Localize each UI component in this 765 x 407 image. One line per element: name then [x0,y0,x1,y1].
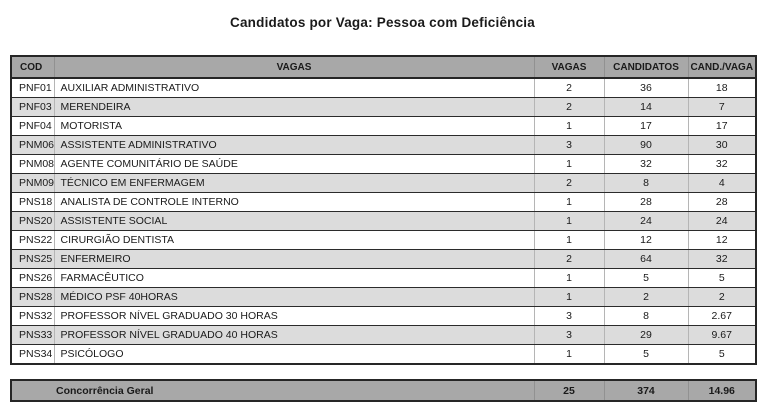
table-row [11,78,756,98]
candidatos-cell: 8 [604,307,688,326]
cod-cell: PNS33 [11,326,54,345]
vagas-cell: 3 [534,136,604,155]
candidatos-cell: 90 [604,136,688,155]
vagas-cell: 1 [534,155,604,174]
table-row [11,174,756,193]
cod-cell: PNS32 [11,307,54,326]
table-row [11,326,756,345]
cod-cell: PNM08 [11,155,54,174]
candidatos-cell: 29 [604,326,688,345]
table-header [11,56,756,78]
cand-vaga-cell: 32 [688,250,756,269]
table-row [11,345,756,365]
cand-vaga-cell: 24 [688,212,756,231]
candidatos-cell: 28 [604,193,688,212]
table-row [11,269,756,288]
cod-cell: PNS28 [11,288,54,307]
cod-cell: PNF01 [11,78,54,98]
candidatos-cell: 17 [604,117,688,136]
header-row [11,56,756,78]
table-row [11,288,756,307]
table-row [11,250,756,269]
candidatos-cell: 24 [604,212,688,231]
cod-cell: PNS25 [11,250,54,269]
cod-cell: PNS18 [11,193,54,212]
header-candidatos: CANDIDATOS [604,56,688,78]
totals-candidatos: 374 [604,380,688,401]
cand-vaga-cell: 2 [688,288,756,307]
vaga-cell: AGENTE COMUNITÁRIO DE SAÚDE [54,155,534,174]
candidatos-cell: 2 [604,288,688,307]
totals-label: Concorrência Geral [11,380,534,401]
header-vagas-count: VAGAS [534,56,604,78]
vaga-cell: MERENDEIRA [54,98,534,117]
vaga-cell: TÉCNICO EM ENFERMAGEM [54,174,534,193]
cod-cell: PNS20 [11,212,54,231]
totals-table [10,379,757,402]
vaga-cell: ENFERMEIRO [54,250,534,269]
header-vagas-name: VAGAS [54,56,534,78]
vagas-cell: 2 [534,78,604,98]
vaga-cell: PROFESSOR NÍVEL GRADUADO 40 HORAS [54,326,534,345]
vaga-cell: AUXILIAR ADMINISTRATIVO [54,78,534,98]
table-row [11,155,756,174]
candidatos-cell: 5 [604,269,688,288]
candidates-table [10,55,757,365]
table-row [11,136,756,155]
totals-vagas: 25 [534,380,604,401]
vaga-cell: FARMACÊUTICO [54,269,534,288]
cod-cell: PNM09 [11,174,54,193]
candidatos-cell: 5 [604,345,688,365]
table-row [11,117,756,136]
cod-cell: PNS22 [11,231,54,250]
cod-cell: PNM06 [11,136,54,155]
vaga-cell: ANALISTA DE CONTROLE INTERNO [54,193,534,212]
totals-row [11,380,756,401]
vagas-cell: 1 [534,193,604,212]
vaga-cell: MOTORISTA [54,117,534,136]
header-cand-vaga: CAND./VAGA [688,56,756,78]
vaga-cell: PSICÓLOGO [54,345,534,365]
vagas-cell: 2 [534,98,604,117]
cand-vaga-cell: 17 [688,117,756,136]
cand-vaga-cell: 9.67 [688,326,756,345]
totals-cand-vaga: 14.96 [688,380,756,401]
cand-vaga-cell: 7 [688,98,756,117]
cand-vaga-cell: 32 [688,155,756,174]
vaga-cell: MÉDICO PSF 40HORAS [54,288,534,307]
cod-cell: PNF03 [11,98,54,117]
table-body [11,78,756,364]
cand-vaga-cell: 28 [688,193,756,212]
table-row [11,231,756,250]
vaga-cell: ASSISTENTE SOCIAL [54,212,534,231]
vagas-cell: 1 [534,117,604,136]
table-row [11,98,756,117]
cod-cell: PNS34 [11,345,54,365]
vagas-cell: 1 [534,345,604,365]
table-row [11,193,756,212]
header-cod: COD [11,56,54,78]
cand-vaga-cell: 18 [688,78,756,98]
vagas-cell: 2 [534,174,604,193]
vagas-cell: 3 [534,307,604,326]
cod-cell: PNS26 [11,269,54,288]
cand-vaga-cell: 30 [688,136,756,155]
candidatos-cell: 64 [604,250,688,269]
candidatos-cell: 14 [604,98,688,117]
vagas-cell: 1 [534,288,604,307]
table-row [11,307,756,326]
vaga-cell: CIRURGIÃO DENTISTA [54,231,534,250]
table-row [11,212,756,231]
vagas-cell: 1 [534,269,604,288]
vagas-cell: 2 [534,250,604,269]
cand-vaga-cell: 12 [688,231,756,250]
page-title: Candidatos por Vaga: Pessoa com Deficiência [230,15,535,30]
vagas-cell: 3 [534,326,604,345]
candidatos-cell: 8 [604,174,688,193]
candidatos-cell: 32 [604,155,688,174]
cod-cell: PNF04 [11,117,54,136]
cand-vaga-cell: 4 [688,174,756,193]
candidatos-cell: 12 [604,231,688,250]
vaga-cell: ASSISTENTE ADMINISTRATIVO [54,136,534,155]
vaga-cell: PROFESSOR NÍVEL GRADUADO 30 HORAS [54,307,534,326]
vagas-cell: 1 [534,231,604,250]
vagas-cell: 1 [534,212,604,231]
cand-vaga-cell: 2.67 [688,307,756,326]
cand-vaga-cell: 5 [688,345,756,365]
cand-vaga-cell: 5 [688,269,756,288]
candidatos-cell: 36 [604,78,688,98]
